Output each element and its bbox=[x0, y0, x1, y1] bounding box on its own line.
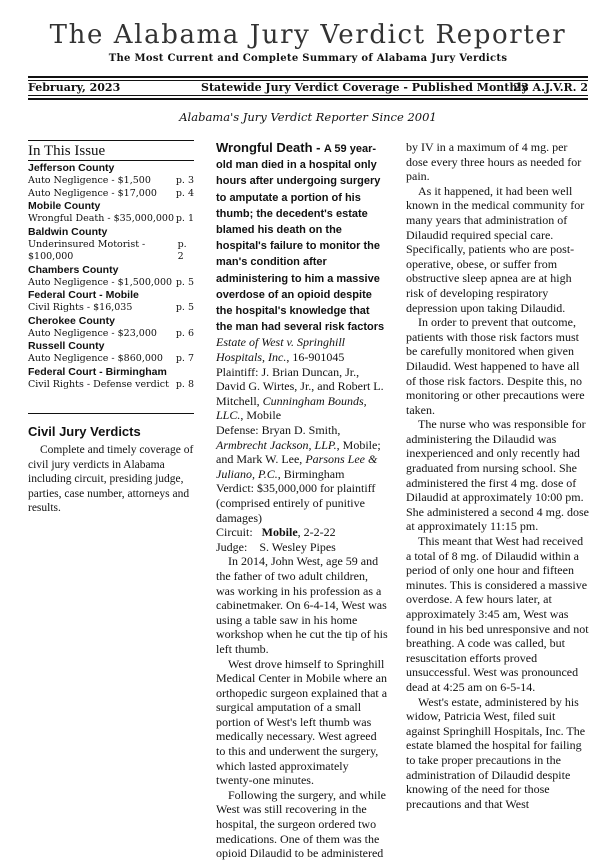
defense-firm-1: Armbrecht Jackson, LLP. bbox=[216, 437, 337, 452]
toc-county: Jefferson County bbox=[28, 162, 115, 174]
toc-entry bbox=[28, 175, 194, 188]
toc-entry-page: p. 2 bbox=[177, 238, 187, 262]
civil-verdicts-heading: Civil Jury Verdicts bbox=[28, 413, 194, 439]
toc-heading: In This Issue bbox=[28, 140, 194, 161]
toc-county: Baldwin County bbox=[28, 225, 108, 238]
toc-county: Russell County bbox=[28, 340, 105, 352]
toc-entry-page: p. 8 bbox=[175, 378, 194, 390]
verdict-label: Verdict: bbox=[216, 481, 254, 496]
toc-entry-label: Auto Negligence - $860,000 bbox=[28, 353, 163, 364]
toc-entry bbox=[28, 379, 194, 392]
toc-list bbox=[28, 162, 194, 391]
toc-entry bbox=[28, 188, 194, 201]
verdict-value: $35,000,000 for plaintiff (comprised entirely of punitive damages) bbox=[216, 481, 376, 525]
toc-entry-page: p. 5 bbox=[175, 302, 194, 313]
body-paragraph: In order to prevent that outcome, patients with those risk factors must be carefully monitored when given Dilaudid. West happened to have all of those risk factors. Despite this, no monitoring or other precautions were taken. bbox=[406, 315, 585, 417]
issue-date: February, 2023 bbox=[28, 81, 121, 94]
toc-entry bbox=[28, 353, 194, 366]
column-2-lead: by IV in a maximum of 4 mg. per dose every three hours as needed for pain. bbox=[406, 140, 582, 184]
defense-attorney-1: Bryan D. Smith, bbox=[261, 423, 341, 437]
judge-line bbox=[216, 540, 388, 555]
rule-bottom-thin bbox=[28, 95, 588, 96]
toc-county: Mobile County bbox=[28, 200, 101, 212]
toc-county: Federal Court - Birmingham bbox=[28, 365, 167, 378]
circuit-label: Circuit: bbox=[216, 525, 253, 540]
toc-entry-label: Wrongful Death - $35,000,000 bbox=[28, 213, 175, 224]
circuit-line bbox=[216, 525, 388, 540]
toc-entry-page: p. 1 bbox=[175, 213, 194, 224]
body-paragraph: This meant that West had received a total of 8 mg. of Dilaudid within a period of only one hour and fifteen minutes. This is considered a massive overdose. A few hours later, at approximately 3:45 am, West was found in his bed unresponsive and not breathing. A code was called, but resuscitation efforts proved unsuccessful. West was pronounced dead at 4:25 am on 6-5-14. bbox=[406, 534, 589, 694]
body-paragraph: West drove himself to Springhill Medical Center in Mobile where an orthopedic surgeon explained that a surgical amputation of a small portion of West's left thumb was medically necessary. West agreed to this and underwent the surgery, which lasted approximately twenty-one minutes. bbox=[216, 656, 388, 788]
toc-entry-page: p. 7 bbox=[175, 353, 194, 364]
body-paragraph: Following the surgery, and while West was still recovering in the hospital, the surgeon ordered two medications. One of them was the opioid Dilaudid to be administered bbox=[216, 787, 386, 861]
plaintiff-counsel bbox=[216, 365, 388, 423]
case-number: , 16-901045 bbox=[286, 350, 345, 365]
toc-entry-page: p. 4 bbox=[175, 187, 194, 199]
plaintiff-label: Plaintiff: bbox=[216, 364, 259, 379]
article-headline-block bbox=[216, 140, 388, 335]
article-column-2 bbox=[406, 140, 590, 811]
toc-entry bbox=[28, 302, 194, 315]
toc-entry-label: Auto Negligence - $1,500 bbox=[28, 175, 151, 186]
body-paragraph: In 2014, John West, age 59 and the father of two adult children, was working in his profession as a cabinetmaker. On 6-4-14, West was using a table saw in his home workshop when he cut the tip of his left thumb. bbox=[216, 554, 388, 656]
toc-entry bbox=[28, 213, 194, 226]
defense-attorney-2: , Mobile; and Mark W. Lee, bbox=[216, 437, 381, 467]
case-caption bbox=[216, 335, 388, 364]
defense-label: Defense: bbox=[216, 423, 259, 437]
toc-county: Cherokee County bbox=[28, 314, 115, 327]
article-column-1 bbox=[216, 140, 388, 861]
circuit-name: Mobile bbox=[261, 525, 298, 540]
toc-entry-page: p. 3 bbox=[175, 175, 194, 186]
defense-counsel bbox=[216, 423, 388, 481]
toc-entry-label: Auto Negligence - $17,000 bbox=[28, 187, 157, 199]
case-name: Estate of West v. Springhill Hospitals, Inc. bbox=[216, 335, 345, 365]
toc-entry-label: Civil Rights - $16,035 bbox=[28, 302, 133, 313]
toc-entry-label: Underinsured Motorist - $100,000 bbox=[28, 238, 146, 262]
verdict-line bbox=[216, 481, 388, 525]
toc-entry bbox=[28, 328, 194, 341]
article-summary: A 59 year-old man died in a hospital only hours after undergoing surgery to amputate a portion of his thumb; the decedent's estate blamed his death on the hospital's failure to monitor the man's condition after administering to him a massive overdose of an opioid despite the hospital's knowledge that the man had several risk factors bbox=[216, 143, 385, 334]
plaintiff-city: , Mobile bbox=[240, 408, 282, 423]
tagline: Alabama's Jury Verdict Reporter Since 2001 bbox=[179, 110, 437, 124]
sidebar bbox=[28, 140, 194, 516]
toc-entry bbox=[28, 277, 194, 290]
issue-number: 23 A.J.V.R. 2 bbox=[513, 81, 588, 94]
toc-entry-page: p. 5 bbox=[175, 276, 194, 288]
toc-entry bbox=[28, 239, 194, 264]
body-paragraph: The nurse who was responsible for administering the Dilaudid was inexperienced and only recently had graduated from nursing school. She administered the first 4 mg. dose of Dilaudid at approximately 10:00 pm. She administered a second 4 mg. dose at approximately 11:15 pm. bbox=[406, 417, 589, 534]
judge-name: S. Wesley Pipes bbox=[259, 539, 336, 554]
civil-verdicts-body: Complete and timely coverage of civil jury verdicts in Alabama including circuit, presiding judge, parties, case number, attorneys and results. bbox=[28, 444, 194, 515]
rule-top-thick bbox=[28, 76, 588, 78]
rule-bottom-thick bbox=[28, 98, 588, 100]
toc-entry-label: Auto Negligence - $1,500,000 bbox=[28, 276, 173, 288]
toc-entry-label: Civil Rights - Defense verdict bbox=[28, 378, 169, 390]
body-paragraph: As it happened, it had been well known in the medical community for many years that administration of Dilaudid required special care. Specifically, patients who are post-operative, obese, or suffer from obstructive sleep apnea are at high risk of developing respiratory depression upon taking Dilaudid. bbox=[406, 183, 585, 315]
judge-label: Judge: bbox=[216, 539, 248, 554]
toc-county: Federal Court - Mobile bbox=[28, 289, 139, 301]
defense-firm-2: Parsons Lee & Juliano, P.C. bbox=[216, 452, 378, 481]
toc-entry-label: Auto Negligence - $23,000 bbox=[28, 327, 157, 339]
circuit-date: , 2-2-22 bbox=[297, 525, 336, 540]
coverage-line: Statewide Jury Verdict Coverage - Published Monthly bbox=[201, 81, 528, 94]
defense-city: , Birmingham bbox=[277, 466, 345, 481]
article-headline: Wrongful Death - bbox=[216, 140, 321, 155]
toc-entry-page: p. 6 bbox=[175, 327, 194, 339]
masthead-title: The Alabama Jury Verdict Reporter bbox=[49, 20, 567, 50]
plaintiff-attorneys: J. Brian Duncan, Jr., David G. Wirtes, Jr., and Robert L. Mitchell, bbox=[216, 364, 384, 408]
plaintiff-firm: Cunningham Bounds, LLC. bbox=[216, 393, 367, 423]
masthead-subtitle: The Most Current and Complete Summary of Alabama Jury Verdicts bbox=[108, 53, 508, 64]
toc-county: Chambers County bbox=[28, 263, 119, 276]
body-paragraph: West's estate, administered by his widow, Patricia West, filed suit against Springhill Hospitals, Inc. The estate blamed the hospital for failing to take proper precautions in the administration of Dilaudid despite knowing of the need for those precautions and that West bbox=[406, 694, 586, 811]
